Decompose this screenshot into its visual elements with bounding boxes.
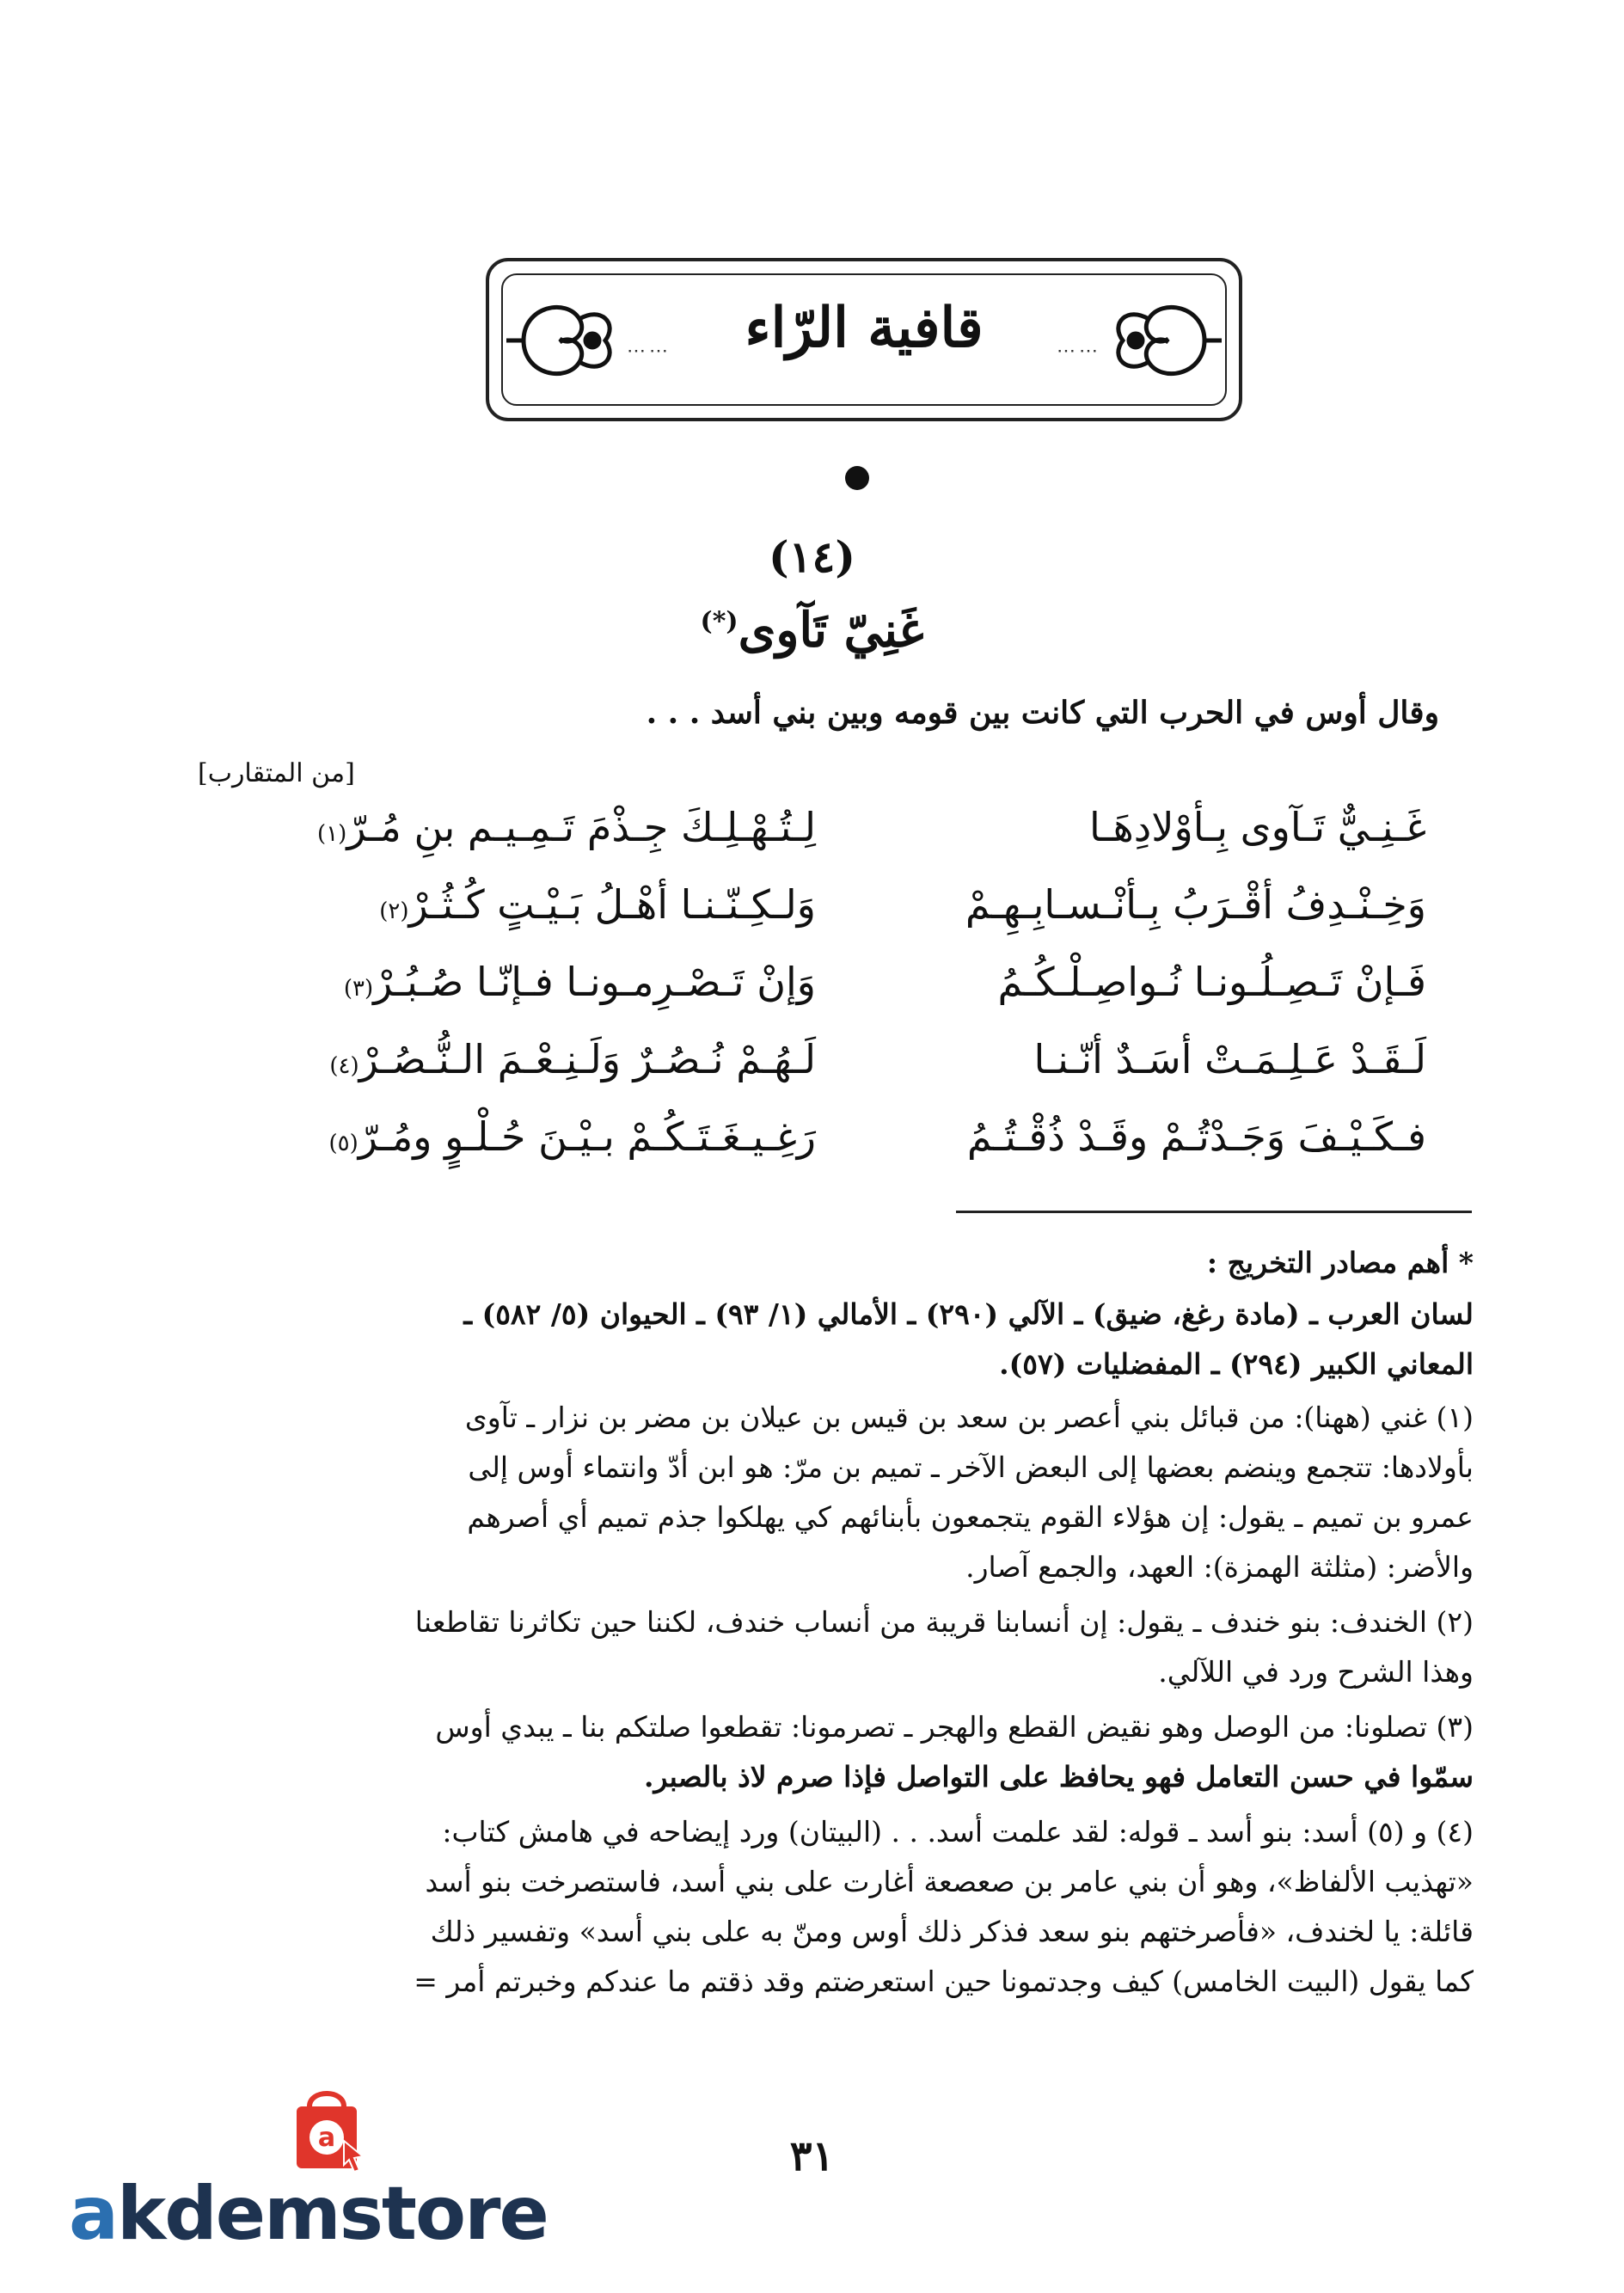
verse-right-hemistich: فـكَـيْـفَ وَجَـدْتُـمْ وقَـدْ ذُقْـتُـمُ bbox=[966, 1113, 1426, 1160]
footnote-line: (١) غني (ههنا): من قبائل بني أعصر بن سعد بن قيس بن عيلان بن مضر بن نزار ـ تآوى bbox=[464, 1401, 1474, 1434]
section-title: قافية الرّاء bbox=[745, 296, 984, 360]
footnote-line: سمّوا في حسن التعامل فهو يحافظ على التواصل فإذا صرم لاذ بالصبر. bbox=[643, 1760, 1474, 1793]
verse-right-hemistich: فَـإنْ تَـصِـلُـونـا نُـواصِـلْـكُـمُ bbox=[997, 959, 1426, 1005]
title-frame bbox=[486, 258, 1242, 421]
verse-right-hemistich: وَخِـنْـدِفُ أقْـرَبُ بِـأنْـسـابِـهِـمْ bbox=[965, 881, 1426, 928]
ornament-dots: ⋯⋯ bbox=[627, 340, 671, 362]
footnote-line: «تهذيب الألفاظ»، وهو أن بني عامر بن صعصعة أغارت على بني أسد، فاستصرخت بنو أسد bbox=[425, 1865, 1474, 1898]
verse-left-hemistich: لِـتُـهْـلِـكَ جِـذْمَ تَـمِـيـم بنِ مُـرّ(١) bbox=[317, 804, 816, 850]
sources-line: لسان العرب ـ (مادة رغغ، ضيق) ـ الآلي (٢٩٠) ـ الأمالي (١/ ٩٣) ـ الحيوان (٥/ ٥٨٢) ـ bbox=[463, 1297, 1474, 1331]
footnote-line: وهذا الشرح ورد في اللآلي. bbox=[1158, 1655, 1474, 1689]
footnote-ref: (٢) bbox=[379, 898, 409, 924]
footnote-line: (٣) تصلونا: من الوصل وهو نقيض القطع والهجر ـ تصرمونا: تقطعوا صلتكم بنا ـ يبدي أوس bbox=[435, 1710, 1474, 1744]
verse-left-hemistich: رَغِـيـغَـتَـكُـمْ بـيْـنَ حُـلْـوٍ ومُـرّ(٥) bbox=[328, 1113, 816, 1160]
verse-right-hemistich: لَـقَـدْ عَـلِـمَـتْ أسَـدٌ أنّـنـا bbox=[1033, 1036, 1426, 1082]
poem-title-footnote-mark: (*) bbox=[700, 606, 738, 637]
footnote-ref: (٥) bbox=[328, 1131, 359, 1156]
footnote-ref: (٤) bbox=[329, 1053, 359, 1079]
poem-intro: وقال أوس في الحرب التي كانت بين قومه وبين بني أسد . . . bbox=[646, 695, 1439, 731]
sources-heading: * أهم مصادر التخريج : bbox=[1206, 1246, 1474, 1279]
verse-left-hemistich: وَلـكِـنّـنـا أهْـلُ بَـيْـتٍ كُـثُـرْ(٢) bbox=[379, 881, 816, 928]
poem-number: (١٤) bbox=[768, 531, 856, 582]
store-name: akdemstore bbox=[69, 2171, 548, 2257]
footnote-ref: (٣) bbox=[343, 976, 374, 1002]
footnote-line: كما يقول (البيت الخامس) كيف وجدتمونا حين استعرضتم وقد ذقتم ما عندكم وخبرتم أمر = bbox=[414, 1965, 1474, 1998]
bullet-icon bbox=[845, 466, 869, 490]
poem-meter: [من المتقارب] bbox=[198, 758, 355, 788]
svg-text:a: a bbox=[317, 2123, 336, 2153]
poem-title bbox=[0, 602, 1624, 659]
page-number: ٣١ bbox=[789, 2132, 835, 2180]
footnote-line: قائلة: يا لخندف، «فأصرختهم بنو سعد فذكر ذلك أوس ومنّ به على بني أسد» وتفسير ذلك bbox=[430, 1915, 1474, 1948]
footnote-line: (٤) و (٥) أسد: بنو أسد ـ قوله: لقد علمت أسد. . . (البيتان) ورد إيضاحه في هامش كتاب: bbox=[442, 1815, 1474, 1849]
store-watermark-logo bbox=[69, 2081, 550, 2257]
poem-title-text: غَنِيّ تَآوى bbox=[738, 602, 924, 659]
footnote-line: (٢) الخندف: بنو خندف ـ يقول: إن أنسابنا قريبة من أنساب خندف، لكننا حين تكاثرنا تقاطعنا bbox=[414, 1605, 1474, 1639]
footnote-line: عمرو بن تميم ـ يقول: إن هؤلاء القوم يتجمعون بأبنائهم كي يهلكوا جذم تميم أي أصرهم bbox=[467, 1500, 1474, 1534]
sources-line: المعاني الكبير (٢٩٤) ـ المفضليات (٥٧). bbox=[999, 1347, 1474, 1381]
verse-left-hemistich: وَإنْ تَـصْـرِمـونـا فـإنّـا صُـبُـرْ(٣) bbox=[343, 959, 816, 1005]
footnote-line: والأضر: (مثلثة الهمزة): العهد، والجمع آصار. bbox=[965, 1550, 1474, 1584]
ornament-dots: ⋯⋯ bbox=[1057, 340, 1101, 362]
footnote-line: بأولادها: تتجمع وينضم بعضها إلى البعض الآخر ـ تميم بن مرّ: هو ابن أدّ وانتماء أوس إلى bbox=[468, 1450, 1474, 1484]
verse-right-hemistich: غَـنِـيٌّ تَـآوى بِـأوْلادِهَـا bbox=[1089, 804, 1426, 850]
verse-left-hemistich: لَـهُـمْ نُـصُـرٌ وَلَـنِـعْـمَ الـنُّـصُـرْ(٤) bbox=[329, 1036, 816, 1082]
shopping-bag-icon bbox=[284, 2081, 370, 2175]
footnote-ref: (١) bbox=[317, 821, 347, 847]
footnote-divider bbox=[956, 1211, 1472, 1213]
